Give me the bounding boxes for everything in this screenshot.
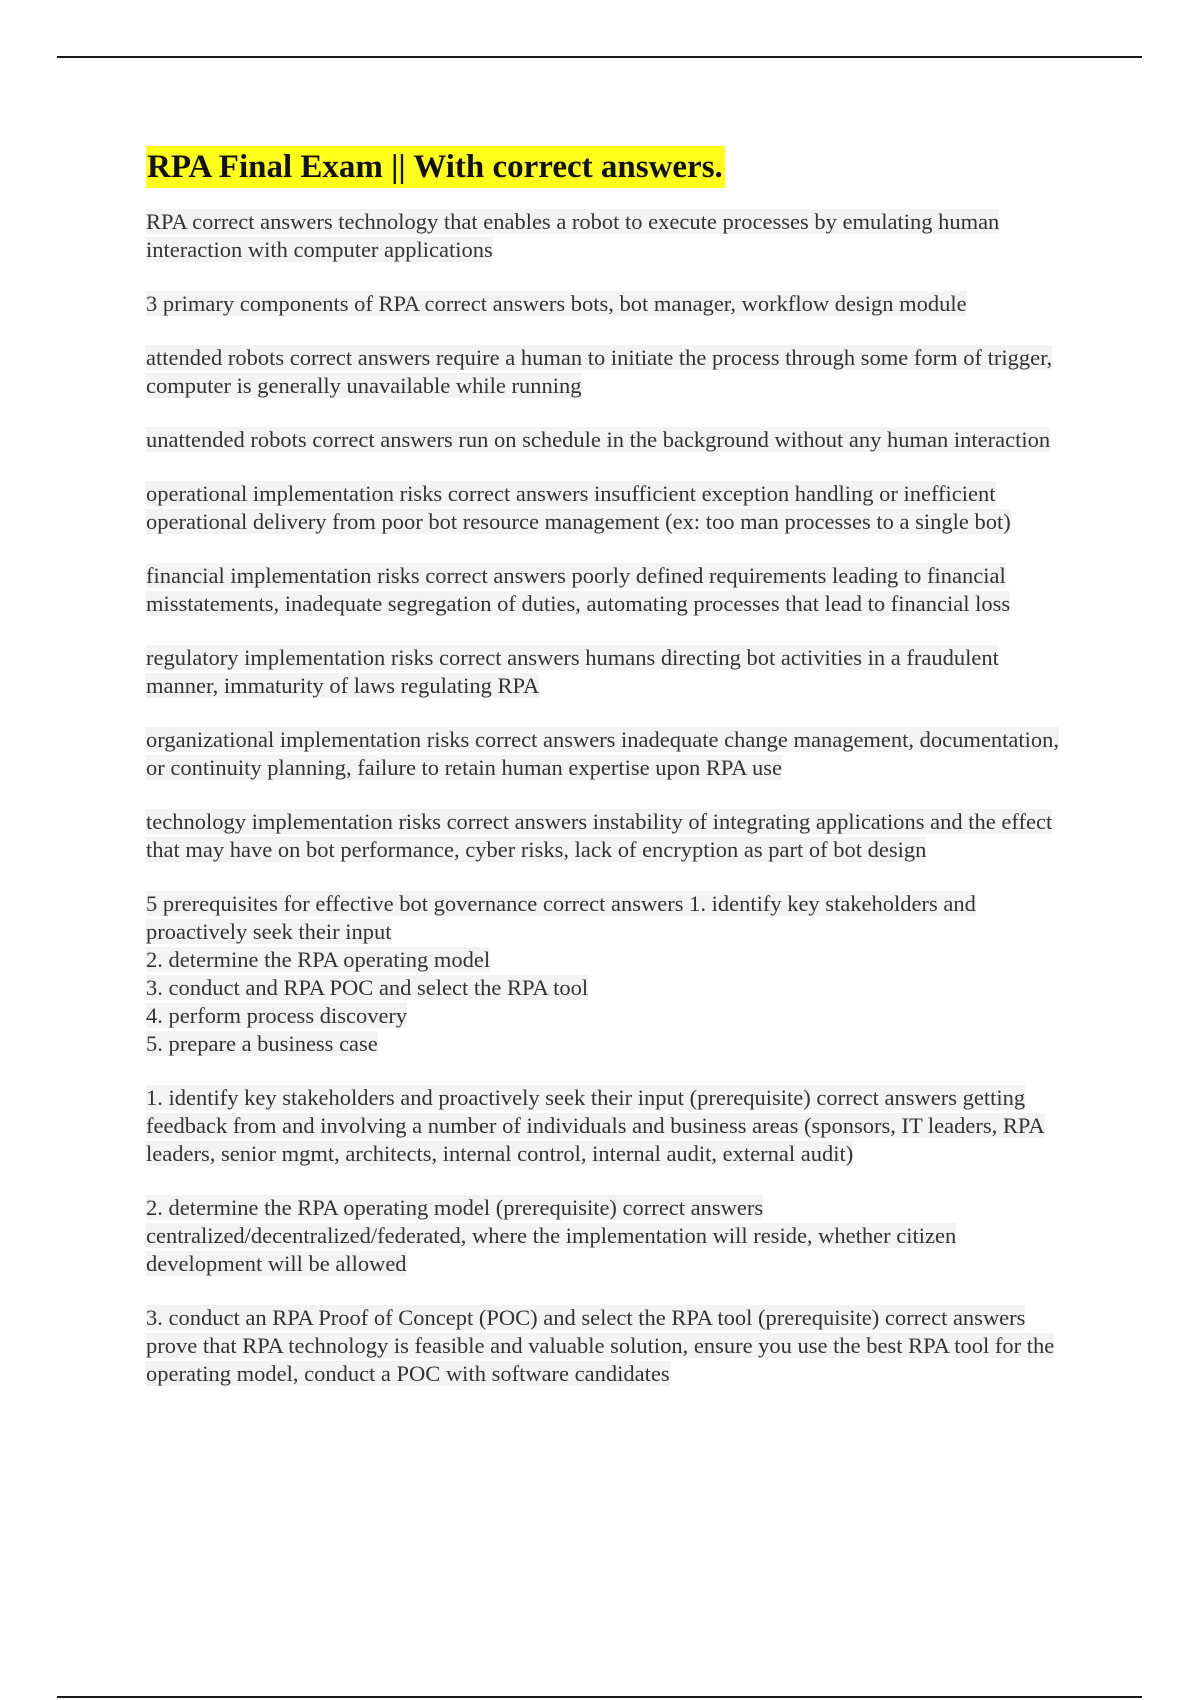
prerequisite-item: 2. determine the RPA operating model (146, 947, 491, 972)
qa-entry-financial-risks: financial implementation risks correct answers poorly defined requirements leading to financial misstatements, inadequate segregation of duties, automating processes that lead to financial loss (146, 563, 1011, 616)
qa-entry-operational-risks: operational implementation risks correct answers insufficient exception handling or inefficient operational delivery from poor bot resource management (ex: too man processes to a single bot) (146, 481, 1011, 534)
qa-entry-unattended-robots: unattended robots correct answers run on schedule in the background without any human interaction (146, 427, 1051, 452)
qa-entry-attended-robots: attended robots correct answers require a human to initiate the process through some form of trigger, computer is generally unavailable while running (146, 345, 1053, 398)
qa-entry-organizational-risks: organizational implementation risks correct answers inadequate change management, documentation, or continuity planning, failure to retain human expertise upon RPA use (146, 727, 1060, 780)
top-page-rule (57, 56, 1142, 58)
prerequisite-item: 4. perform process discovery (146, 1003, 408, 1028)
qa-entry-poc: 3. conduct an RPA Proof of Concept (POC) and select the RPA tool (prerequisite) correct answers prove that RPA technology is feasible and valuable solution, ensure you use the best RPA tool for the operating model, conduct a POC with software candidates (146, 1305, 1055, 1386)
bottom-page-rule (57, 1696, 1142, 1698)
qa-entry-operating-model: 2. determine the RPA operating model (prerequisite) correct answers centralized/decentralized/federated, where the implementation will reside, whether citizen development will be allowed (146, 1195, 957, 1276)
qa-entry-technology-risks: technology implementation risks correct answers instability of integrating applications and the effect that may have on bot performance, cyber risks, lack of encryption as part of bot design (146, 809, 1053, 862)
qa-entry-prerequisites (146, 890, 1066, 1058)
document-body (146, 146, 1066, 1414)
qa-entry-stakeholders: 1. identify key stakeholders and proactively seek their input (prerequisite) correct answers getting feedback from and involving a number of individuals and business areas (sponsors, IT leaders, RPA leaders, senior mgmt, architects, internal control, internal audit, external audit) (146, 1085, 1045, 1166)
qa-entry-regulatory-risks: regulatory implementation risks correct answers humans directing bot activities in a fraudulent manner, immaturity of laws regulating RPA (146, 645, 999, 698)
qa-entry-components: 3 primary components of RPA correct answers bots, bot manager, workflow design module (146, 291, 967, 316)
prerequisites-intro: 5 prerequisites for effective bot governance correct answers 1. identify key stakeholders and proactively seek their input (146, 891, 976, 944)
page-title: RPA Final Exam || With correct answers. (146, 146, 725, 188)
qa-entry-rpa: RPA correct answers technology that enables a robot to execute processes by emulating human interaction with computer applications (146, 209, 1000, 262)
prerequisite-item: 3. conduct and RPA POC and select the RPA tool (146, 975, 589, 1000)
prerequisite-item: 5. prepare a business case (146, 1031, 378, 1056)
